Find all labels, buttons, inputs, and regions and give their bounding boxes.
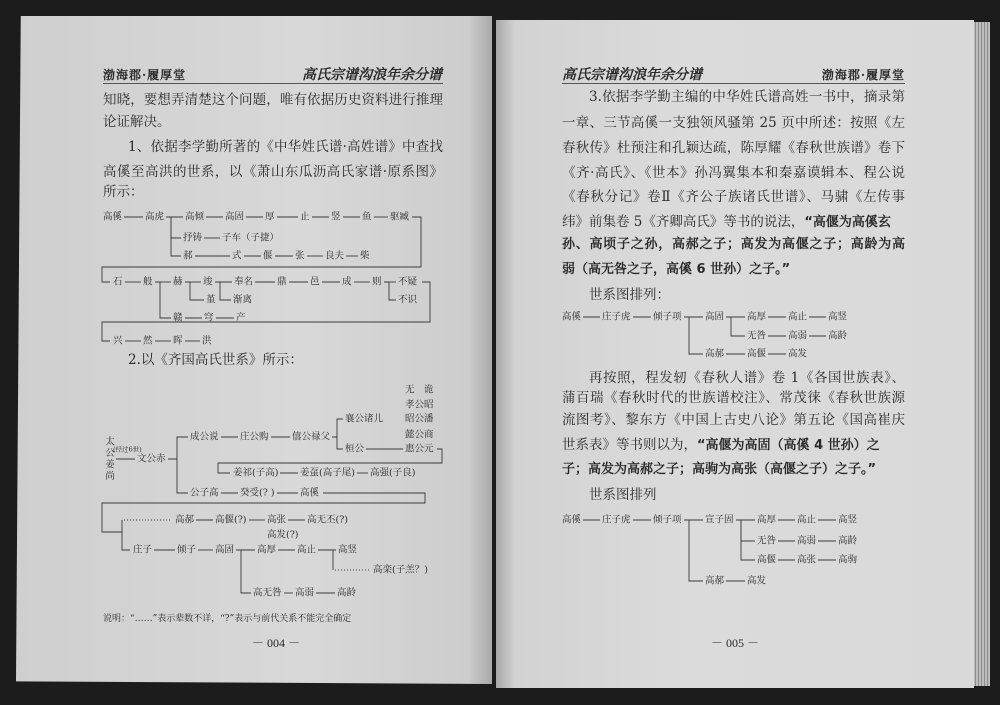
genealogy-name-node: 竣 [203, 276, 213, 288]
genealogy-name-node: 不识 [398, 294, 418, 306]
genealogy-name-node: 庄子 [133, 544, 153, 556]
body-line: 论证解决。 [103, 114, 171, 130]
genealogy-name-node: 孝公昭 [405, 399, 434, 411]
genealogy-name-node: 高龄 [828, 330, 848, 342]
chart-label: 世系图排列 [589, 487, 657, 503]
body-line: 流图考》、黎东方《中国上古史八论》第五论《国高崔庆 [562, 412, 905, 428]
genealogy-name-node: 高发(?) [267, 529, 299, 541]
genealogy-name-node: 高止 [797, 514, 817, 526]
book-title-header: 高氏宗谱沟浪年余分谱 [302, 67, 442, 83]
genealogy-name-node: 倾子项 [653, 514, 682, 526]
genealogy-name-node: 高无咎 [253, 587, 282, 599]
genealogy-name-node: 抒铸 [183, 232, 203, 244]
genealogy-name-node: 高固 [215, 544, 235, 556]
body-line: 蒲百瑞《春秋时代的世族谱校注》、常茂徕《春秋世族源 [562, 390, 905, 406]
body-line: 《齐·高氏》、《世本》孙冯翼集本和秦嘉谟辑本、程公说 [562, 165, 905, 181]
genealogy-name-node: 高傒 [300, 487, 320, 499]
genealogy-name-node: 高竖 [828, 311, 848, 323]
genealogy-name-node: 高傒 [562, 311, 582, 323]
genealogy-name-node: 庄子虎 [602, 311, 631, 323]
genealogy-name-node: 庄子虎 [602, 514, 631, 526]
genealogy-name-node: 驱臧 [390, 211, 410, 223]
book-title-header: 高氏宗谱沟浪年余分谱 [562, 67, 702, 83]
genealogy-name-node: 高郝 [705, 348, 725, 360]
genealogy-name-node: 高虎 [145, 211, 165, 223]
body-line [562, 436, 880, 455]
genealogy-name-node: 穹 [204, 312, 214, 324]
genealogy-name-node: 高固 [705, 311, 725, 323]
genealogy-name-node: 太公姜尚 [103, 436, 114, 482]
page-number: － 005 － [711, 636, 760, 650]
genealogy-name-node: 石 [113, 276, 123, 288]
genealogy-name-node: 晖 [173, 335, 183, 347]
body-line: 再按照，程发轫《春秋人谱》卷 1《各国世族表》、 [589, 370, 905, 386]
genealogy-name-node: 堇 [206, 294, 216, 306]
genealogy-name-node: 姜虿(高子尾) [300, 467, 355, 479]
body-text: 世系表》等书则以为， [562, 437, 697, 453]
genealogy-name-node: 良夫 [325, 250, 345, 262]
genealogy-name-node: 高驹 [838, 554, 858, 566]
genealogy-name-node: 高止 [788, 311, 808, 323]
running-header-left: 渤海郡·履厚堂 [103, 68, 187, 82]
header-rule [562, 83, 905, 84]
genealogy-name-node: 高厚 [757, 514, 777, 526]
genealogy-name-node: 昭公潘 [405, 413, 434, 425]
genealogy-name-node: 厚 [265, 211, 275, 223]
left-page [16, 16, 492, 684]
genealogy-name-node: 惠公元 [405, 443, 434, 455]
body-line: 春秋传》杜预注和孔颖达疏，陈厚耀《春秋世族谱》卷下 [562, 140, 905, 156]
genealogy-name-node: 高弱 [295, 587, 315, 599]
genealogy-name-node: 高固 [225, 211, 245, 223]
genealogy-name-node: 高厚 [747, 311, 767, 323]
running-header-right: 渤海郡·履厚堂 [821, 68, 905, 82]
genealogy-name-node: 高发 [747, 575, 767, 587]
body-text: 纬》前集卷 5《齐卿高氏》等书的说法， [562, 214, 805, 230]
genealogy-name-node: 高偃 [747, 348, 767, 360]
genealogy-name-node: 不疑 [398, 276, 418, 288]
genealogy-name-node: 宣子固 [705, 514, 734, 526]
genealogy-name-node: 止 [300, 211, 310, 223]
genealogy-name-node: 般 [143, 276, 153, 288]
genealogy-name-node: 赫 [173, 276, 183, 288]
chart-label: 世系图排列： [589, 287, 670, 303]
genealogy-name-node: 高张 [267, 514, 287, 526]
genealogy-name-node: 高竖 [838, 514, 858, 526]
genealogy-name-node: 子车（子捷） [222, 232, 280, 244]
genealogy-name-node: 成公说 [190, 431, 219, 443]
genealogy-name-node: 兴 [113, 335, 123, 347]
genealogy-name-node: 懿公商 [405, 429, 434, 441]
genealogy-name-node: 则 [372, 276, 382, 288]
page-number: － 004 － [252, 636, 301, 650]
genealogy-name-node: 襄公诸儿 [345, 413, 384, 425]
quoted-bold-line: 孙、高顷子之孙，高郝之子；高发为高偃之子；高龄为高 [562, 237, 905, 252]
genealogy-name-node: 渐离 [233, 294, 253, 306]
genealogy-name-node: 式 [232, 250, 242, 262]
genealogy-name-node: 高傒 [562, 514, 582, 526]
body-line: 所示： [103, 184, 144, 200]
genealogy-name-node: 高无丕(?) [307, 514, 349, 526]
genealogy-name-node: 高竖 [338, 544, 358, 556]
body-line: 知晓，要想弄清楚这个问题，唯有依据历史资料进行推理 [103, 92, 443, 108]
genealogy-name-node: 无咎 [747, 330, 767, 342]
body-line: 《春秋分记》卷Ⅱ《齐公子族诸氏世谱》、马骕《左传事 [562, 189, 905, 205]
section-heading: 2.以《齐国高氏世系》所示： [128, 352, 303, 368]
genealogy-name-node: 文公赤 [137, 453, 166, 465]
genealogy-name-node: 高弱 [797, 535, 817, 547]
quoted-bold-text: “高偃为高固（高傒 4 世孙）之 [697, 438, 880, 453]
genealogy-name-node: 偃 [263, 250, 273, 262]
genealogy-name-node: 高偃(?) [215, 514, 247, 526]
genealogy-name-node: 洪 [202, 335, 212, 347]
genealogy-name-node: 高栾(子羔？) [373, 564, 428, 576]
genealogy-name-node: 邑 [310, 276, 320, 288]
genealogy-name-node: 高止 [297, 544, 317, 556]
genealogy-name-node: 高发 [788, 348, 808, 360]
genealogy-name-node: 然 [143, 335, 153, 347]
body-line: 一章、三节高傒一支独领风骚第 25 页中所述：按照《左 [562, 115, 905, 131]
genealogy-name-node: 高龄 [838, 535, 858, 547]
generation-note: (经过6世) [113, 445, 142, 454]
genealogy-name-node: 竖 [331, 211, 341, 223]
genealogy-name-node: 高弱 [788, 330, 808, 342]
genealogy-name-node: 无咎 [757, 535, 777, 547]
genealogy-name-node: 张 [295, 250, 305, 262]
genealogy-name-node: 倾子项 [653, 311, 682, 323]
genealogy-name-node: 僖公禄父 [292, 431, 331, 443]
genealogy-name-node: 高傒 [103, 211, 123, 223]
genealogy-name-node: 倾子 [177, 544, 197, 556]
header-rule [103, 83, 443, 84]
genealogy-name-node: 庄公购 [240, 431, 269, 443]
genealogy-name-node: 高郝 [705, 575, 725, 587]
genealogy-name-node: 高张 [797, 554, 817, 566]
genealogy-name-node: 癸受(? ) [240, 487, 275, 499]
quoted-bold-line: 弱（高无咎之子，高傒 6 世孙）之子。” [562, 262, 791, 277]
body-line: 1、依据李学勤所著的《中华姓氏谱·高姓谱》中查找 [128, 139, 443, 155]
genealogy-name-node: 奉名 [234, 276, 254, 288]
quoted-bold-text: “高偃为高傒玄 [804, 215, 891, 230]
genealogy-name-node: 鼎 [277, 276, 287, 288]
genealogy-name-node: 鱼 [362, 211, 372, 223]
genealogy-name-node: 高厚 [257, 544, 277, 556]
genealogy-name-node: 桓公 [345, 443, 365, 455]
genealogy-name-node: 公子高 [190, 487, 219, 499]
genealogy-name-node: 赣 [173, 312, 183, 324]
genealogy-name-node: 高倾 [185, 211, 205, 223]
genealogy-name-node: 高偃 [757, 554, 777, 566]
genealogy-name-node: 产 [236, 312, 246, 324]
genealogy-name-node: 无 诡 [405, 384, 434, 396]
genealogy-name-node: 成 [342, 276, 352, 288]
genealogy-name-node: 柴 [360, 250, 370, 262]
body-line [562, 213, 891, 232]
genealogy-name-node: 郝 [183, 250, 193, 262]
quoted-bold-line: 子；高发为高郝之子；高驹为高张（高偃之子）之子。” [562, 462, 877, 477]
genealogy-name-node: 高郝 [175, 514, 195, 526]
diagram-note: 说明：“……”表示辈数不详，“?”表示与前代关系不能完全确定 [103, 614, 352, 624]
genealogy-name-node: 高龄 [337, 587, 357, 599]
genealogy-name-node: 高强(子良) [370, 467, 416, 479]
genealogy-name-node: 姜祁(子高) [233, 467, 279, 479]
body-line: 高傒至高洪的世系，以《萧山东瓜沥高氏家谱·原系图》 [103, 164, 443, 180]
body-line: 3.依据李学勤主编的中华姓氏谱高姓一书中，摘录第 [589, 89, 905, 105]
